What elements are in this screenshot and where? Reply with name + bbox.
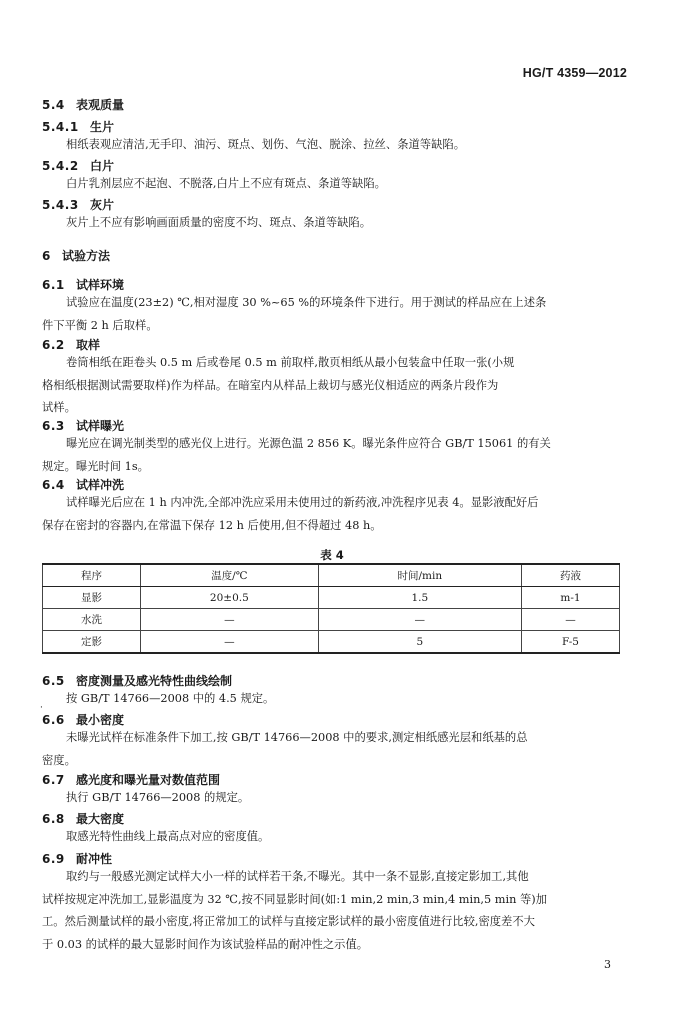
section-heading-6-9: 6.9 耐冲性 <box>42 852 113 866</box>
table-row <box>43 587 620 609</box>
table-cell: m-1 <box>521 587 619 609</box>
table-cell: 20±0.5 <box>141 587 319 609</box>
table-cell: 5 <box>318 631 521 654</box>
table-cell: 1.5 <box>318 587 521 609</box>
paragraph-6-8: 取感光特性曲线上最高点对应的密度值。 <box>66 830 270 843</box>
section-heading-6-2: 6.2 取样 <box>42 338 101 352</box>
paragraph-6-1: 试验应在温度(23±2) ℃,相对湿度 30 %~65 %的环境条件下进行。用于测试的样品应在上述条 件下平衡 2 h 后取样。 <box>42 296 547 332</box>
section-heading-6-4: 6.4 试样冲洗 <box>42 478 125 492</box>
paragraph-5-4-2: 白片乳剂层应不起泡、不脱落,白片上不应有斑点、条道等缺陷。 <box>66 177 386 190</box>
section-heading-6-1: 6.1 试样环境 <box>42 278 125 292</box>
section-heading-6-8: 6.8 最大密度 <box>42 812 125 826</box>
table-row <box>43 631 620 654</box>
paragraph-6-2: 卷筒相纸在距卷头 0.5 m 后或卷尾 0.5 m 前取样,散页相纸从最小包装盒中任取一张(小规 格相纸根据测试需要取样)作为样品。在暗室内从样品上裁切与感光仪相适应的两条片段作为 试样。 <box>42 356 515 414</box>
table-cell: — <box>521 609 619 631</box>
paragraph-5-4-1: 相纸表观应清洁,无手印、油污、斑点、划伤、气泡、脱涂、拉丝、条道等缺陷。 <box>66 138 465 151</box>
section-heading-6-7: 6.7 感光度和曝光量对数值范围 <box>42 773 221 787</box>
section-heading-5-4-1: 5.4.1 生片 <box>42 120 115 134</box>
table-header-cell: 时间/min <box>318 564 521 587</box>
paragraph-6-9: 取约与一般感光测定试样大小一样的试样若干条,不曝光。其中一条不显影,直接定影加工,其他 试样按规定冲洗加工,显影温度为 32 ℃,按不同显影时间(如:1 min,2 min,3 min,4 min,5 min 等)加 工。然后测量试样的最小密度,将正常加工的试样与直接定影试样的最小密度值进行比较,密度差不大 于 0.03 的试样的最大显影时间作为该试验样品的耐冲性之示值。 <box>42 870 547 951</box>
section-heading-5-4-2: 5.4.2 白片 <box>42 159 115 173</box>
paragraph-6-6: 未曝光试样在标准条件下加工,按 GB/T 14766—2008 中的要求,测定相纸感光层和纸基的总 密度。 <box>42 731 528 767</box>
section-heading-6-3: 6.3 试样曝光 <box>42 419 125 433</box>
table-cell: F-5 <box>521 631 619 654</box>
document-code: HG/T 4359—2012 <box>522 66 627 80</box>
table-row <box>43 609 620 631</box>
section-heading-5-4-3: 5.4.3 灰片 <box>42 198 115 212</box>
table-cell: — <box>318 609 521 631</box>
paragraph-5-4-3: 灰片上不应有影响画面质量的密度不均、斑点、条道等缺陷。 <box>66 216 372 229</box>
section-heading-6-5: 6.5 密度测量及感光特性曲线绘制 <box>42 674 233 688</box>
paragraph-6-5: 按 GB/T 14766—2008 中的 4.5 规定。 <box>66 692 275 705</box>
table-header-cell: 温度/℃ <box>141 564 319 587</box>
table-caption: 表 4 <box>320 548 344 562</box>
table-cell: — <box>141 609 319 631</box>
process-table <box>42 563 620 654</box>
margin-mark: · <box>40 703 43 713</box>
page-number: 3 <box>604 958 611 971</box>
paragraph-6-7: 执行 GB/T 14766—2008 的规定。 <box>66 791 250 804</box>
paragraph-6-4: 试样曝光后应在 1 h 内冲洗,全部冲洗应采用未使用过的新药液,冲洗程序见表 4。显影液配好后 保存在密封的容器内,在常温下保存 12 h 后使用,但不得超过 48 h。 <box>42 496 539 532</box>
table-header-cell: 药液 <box>521 564 619 587</box>
section-heading-5-4: 5.4 表观质量 <box>42 98 125 112</box>
table-cell: 定影 <box>43 631 141 654</box>
paragraph-6-3: 曝光应在调光制类型的感光仪上进行。光源色温 2 856 K。曝光条件应符合 GB/T 15061 的有关 规定。曝光时间 1s。 <box>42 437 551 473</box>
table-cell: 水洗 <box>43 609 141 631</box>
table-header-row <box>43 564 620 587</box>
table-cell: 显影 <box>43 587 141 609</box>
table-cell: — <box>141 631 319 654</box>
section-heading-6: 6 试验方法 <box>42 249 111 263</box>
section-heading-6-6: 6.6 最小密度 <box>42 713 125 727</box>
table-header-cell: 程序 <box>43 564 141 587</box>
